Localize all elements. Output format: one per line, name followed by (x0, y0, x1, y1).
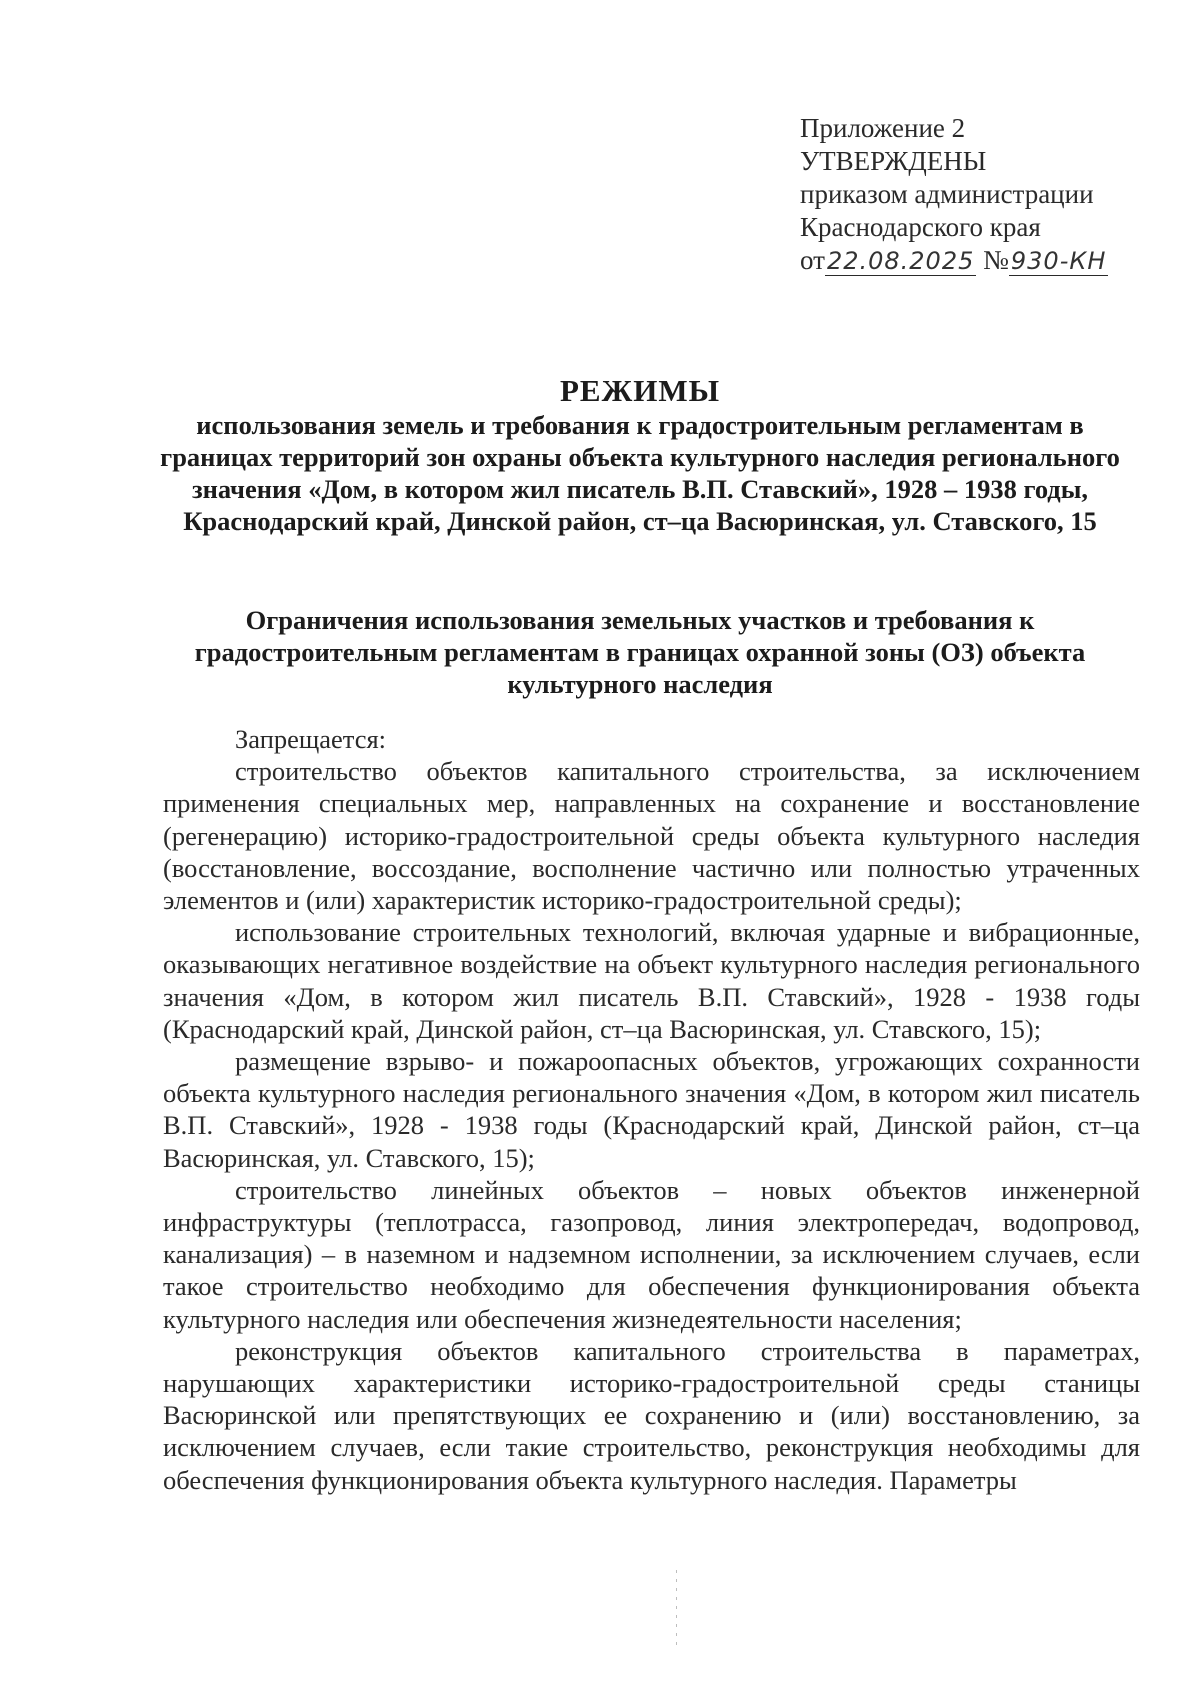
body-paragraph: реконструкция объектов капитального строительства в параметрах, нарушающих характеристики историко-градостроительной среды станицы Васюринской или препятствующих ее сохранению и (или) восстановлению, за исключением случаев, если такие строительство, реконструкция необходимы для обеспечения функционирования объекта культурного наследия. Параметры (163, 1335, 1140, 1495)
approved-label: УТВЕРЖДЕНЫ (800, 146, 987, 176)
handwritten-date: 22.08.2025 (826, 247, 975, 275)
intro-paragraph: Запрещается: (235, 724, 387, 754)
appendix-label: Приложение 2 (800, 113, 966, 143)
date-prefix: от (800, 245, 825, 275)
body-paragraph: строительство линейных объектов – новых объектов инженерной инфраструктуры (теплотрасса, газопровод, линия электропередач, водопровод, канализация) – в наземном и надземном исполнении, за исключением случаев, если такое строительство необходимо для обеспечения функционирования объекта культурного наследия или обеспечения жизнедеятельности населения; (163, 1174, 1140, 1334)
handwritten-number: 930-КН (1010, 247, 1107, 275)
approval-line-1: приказом администрации (800, 179, 1094, 209)
section-title: Ограничения использования земельных участков и требования к градостроительным регламентам в границах охранной зоны (ОЗ) объекта культурного наследия (194, 605, 1086, 699)
body-text (163, 723, 1140, 1496)
approval-date-line (800, 244, 1160, 278)
body-paragraph: использование строительных технологий, включая ударные и вибрационные, оказывающих негативное воздействие на объект культурного наследия регионального значения «Дом, в котором жил писатель В.П. Ставский», 1928 - 1938 годы (Краснодарский край, Динской район, ст–ца Васюринская, ул. Ставского, 15); (163, 917, 1140, 1044)
body-paragraph: строительство объектов капитального строительства, за исключением применения специальных мер, направленных на сохранение и восстановление (регенерацию) историко-градостроительной среды объекта культурного наследия (восстановление, воссоздание, восполнение частично или полностью утраченных элементов и (или) характеристик историко-градостроительной среды); (163, 756, 1140, 916)
approval-line-2: Краснодарского края (800, 212, 1041, 242)
body-paragraph: размещение взрыво- и пожароопасных объектов, угрожающих сохранности объекта культурного наследия регионального значения «Дом, в котором жил писатель В.П. Ставский», 1928 - 1938 годы (Краснодарский край, Динской район, ст–ца Васюринская, ул. Ставского, 15); (163, 1046, 1140, 1173)
document-subtitle: использования земель и требования к градостроительным регламентам в границах территорий зон охраны объекта культурного наследия регионального значения «Дом, в котором жил писатель В.П. Ставский», 1928 – 1938 годы, Краснодарский край, Динской район, ст–ца Васюринская, ул. Ставского, 15 (160, 410, 1120, 536)
title-block (140, 373, 1140, 537)
approval-block (800, 112, 1160, 278)
document-title: РЕЖИМЫ (559, 373, 721, 408)
scan-artifact-line (676, 1570, 677, 1650)
number-prefix: № (983, 245, 1009, 275)
